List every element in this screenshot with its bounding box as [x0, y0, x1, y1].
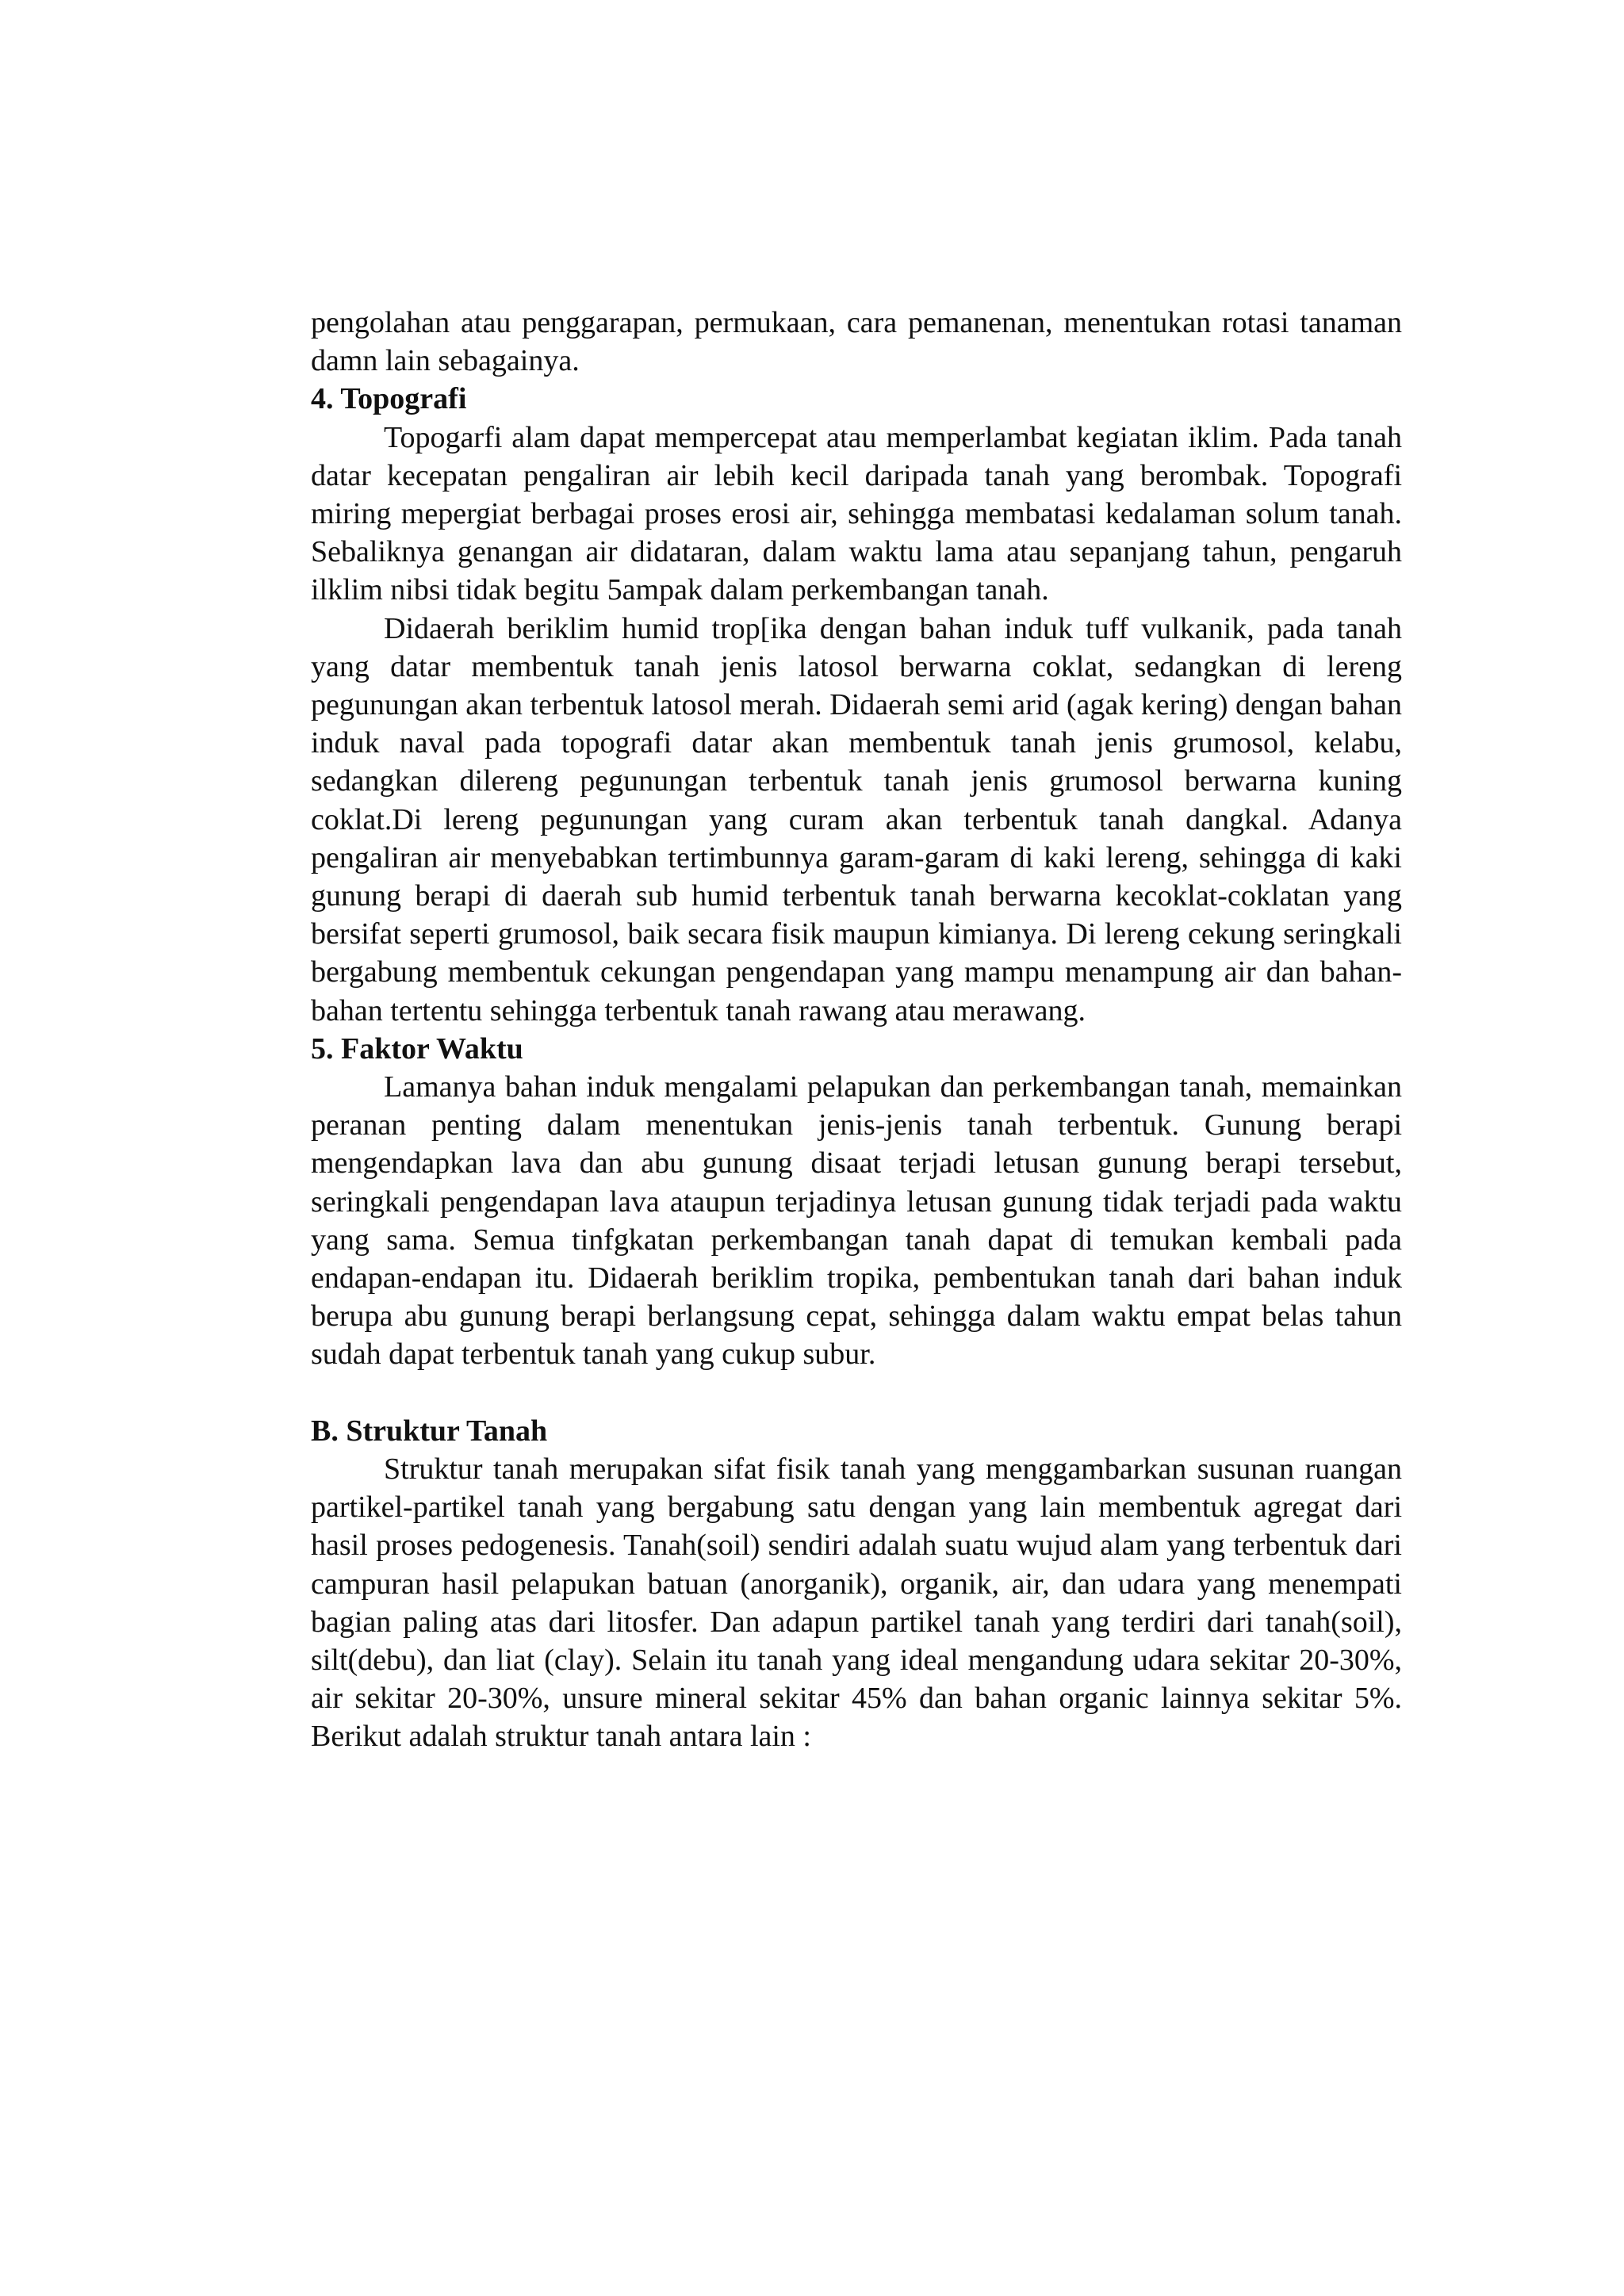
heading-struktur-tanah: B. Struktur Tanah	[311, 1414, 548, 1448]
paragraph-topografi-2: Didaerah beriklim humid trop[ika dengan bahan induk tuff vulkanik, pada tanah yang datar membentuk tanah jenis latosol berwarna coklat, sedangkan di lereng pegunungan akan terbentuk latosol merah. Didaerah semi arid (agak kering) dengan bahan induk naval pada topografi datar akan membentuk tanah jenis grumosol, kelabu, sedangkan dilereng pegunungan terbentuk tanah jenis grumosol berwarna kuning coklat.Di lereng pegunungan yang curam akan terbentuk tanah dangkal. Adanya pengaliran air menyebabkan tertimbunnya garam-garam di kaki lereng, sehingga di kaki gunung berapi di daerah sub humid terbentuk tanah berwarna kecoklat-coklatan yang bersifat seperti grumosol, baik secara fisik maupun kimianya. Di lereng cekung seringkali bergabung membentuk cekungan pengendapan yang mampu menampung air dan bahan-bahan tertentu sehingga terbentuk tanah rawang atau merawang.	[311, 611, 1402, 1027]
paragraph-continuation: pengolahan atau penggarapan, permukaan, cara pemanenan, menentukan rotasi tanaman damn lain sebagainya.	[311, 306, 1402, 378]
heading-topografi: 4. Topografi	[311, 382, 467, 416]
heading-faktor-waktu: 5. Faktor Waktu	[311, 1031, 523, 1066]
paragraph-topografi-1: Topogarfi alam dapat mempercepat atau memperlambat kegiatan iklim. Pada tanah datar kecepatan pengaliran air lebih kecil daripada tanah yang berombak. Topografi miring mepergiat berbagai proses erosi air, sehingga membatasi kedalaman solum tanah. Sebaliknya genangan air didataran, dalam waktu lama atau sepanjang tahun, pengaruh ilklim nibsi tidak begitu 5ampak dalam perkembangan tanah.	[311, 420, 1402, 607]
text-body	[311, 304, 1402, 1756]
paragraph-faktor-waktu: Lamanya bahan induk mengalami pelapukan dan perkembangan tanah, memainkan peranan penting dalam menentukan jenis-jenis tanah terbentuk. Gunung berapi mengendapkan lava dan abu gunung disaat terjadi letusan gunung berapi tersebut, seringkali pengendapan lava ataupun terjadinya letusan gunung tidak terjadi pada waktu yang sama. Semua tinfgkatan perkembangan tanah dapat di temukan kembali pada endapan-endapan itu. Didaerah beriklim tropika, pembentukan tanah dari bahan induk berupa abu gunung berapi berlangsung cepat, sehingga dalam waktu empat belas tahun sudah dapat terbentuk tanah yang cukup subur.	[311, 1070, 1402, 1372]
paragraph-struktur-tanah: Struktur tanah merupakan sifat fisik tanah yang menggambarkan susunan ruangan partikel-partikel tanah yang bergabung satu dengan yang lain membentuk agregat dari hasil proses pedogenesis. Tanah(soil) sendiri adalah suatu wujud alam yang terbentuk dari campuran hasil pelapukan batuan (anorganik), organik, air, dan udara yang menempati bagian paling atas dari litosfer. Dan adapun partikel tanah yang terdiri dari tanah(soil), silt(debu), dan liat (clay). Selain itu tanah yang ideal mengandung udara sekitar 20-30%, air sekitar 20-30%, unsure mineral sekitar 45% dan bahan organic lainnya sekitar 5%. Berikut adalah struktur tanah antara lain :	[311, 1452, 1402, 1754]
